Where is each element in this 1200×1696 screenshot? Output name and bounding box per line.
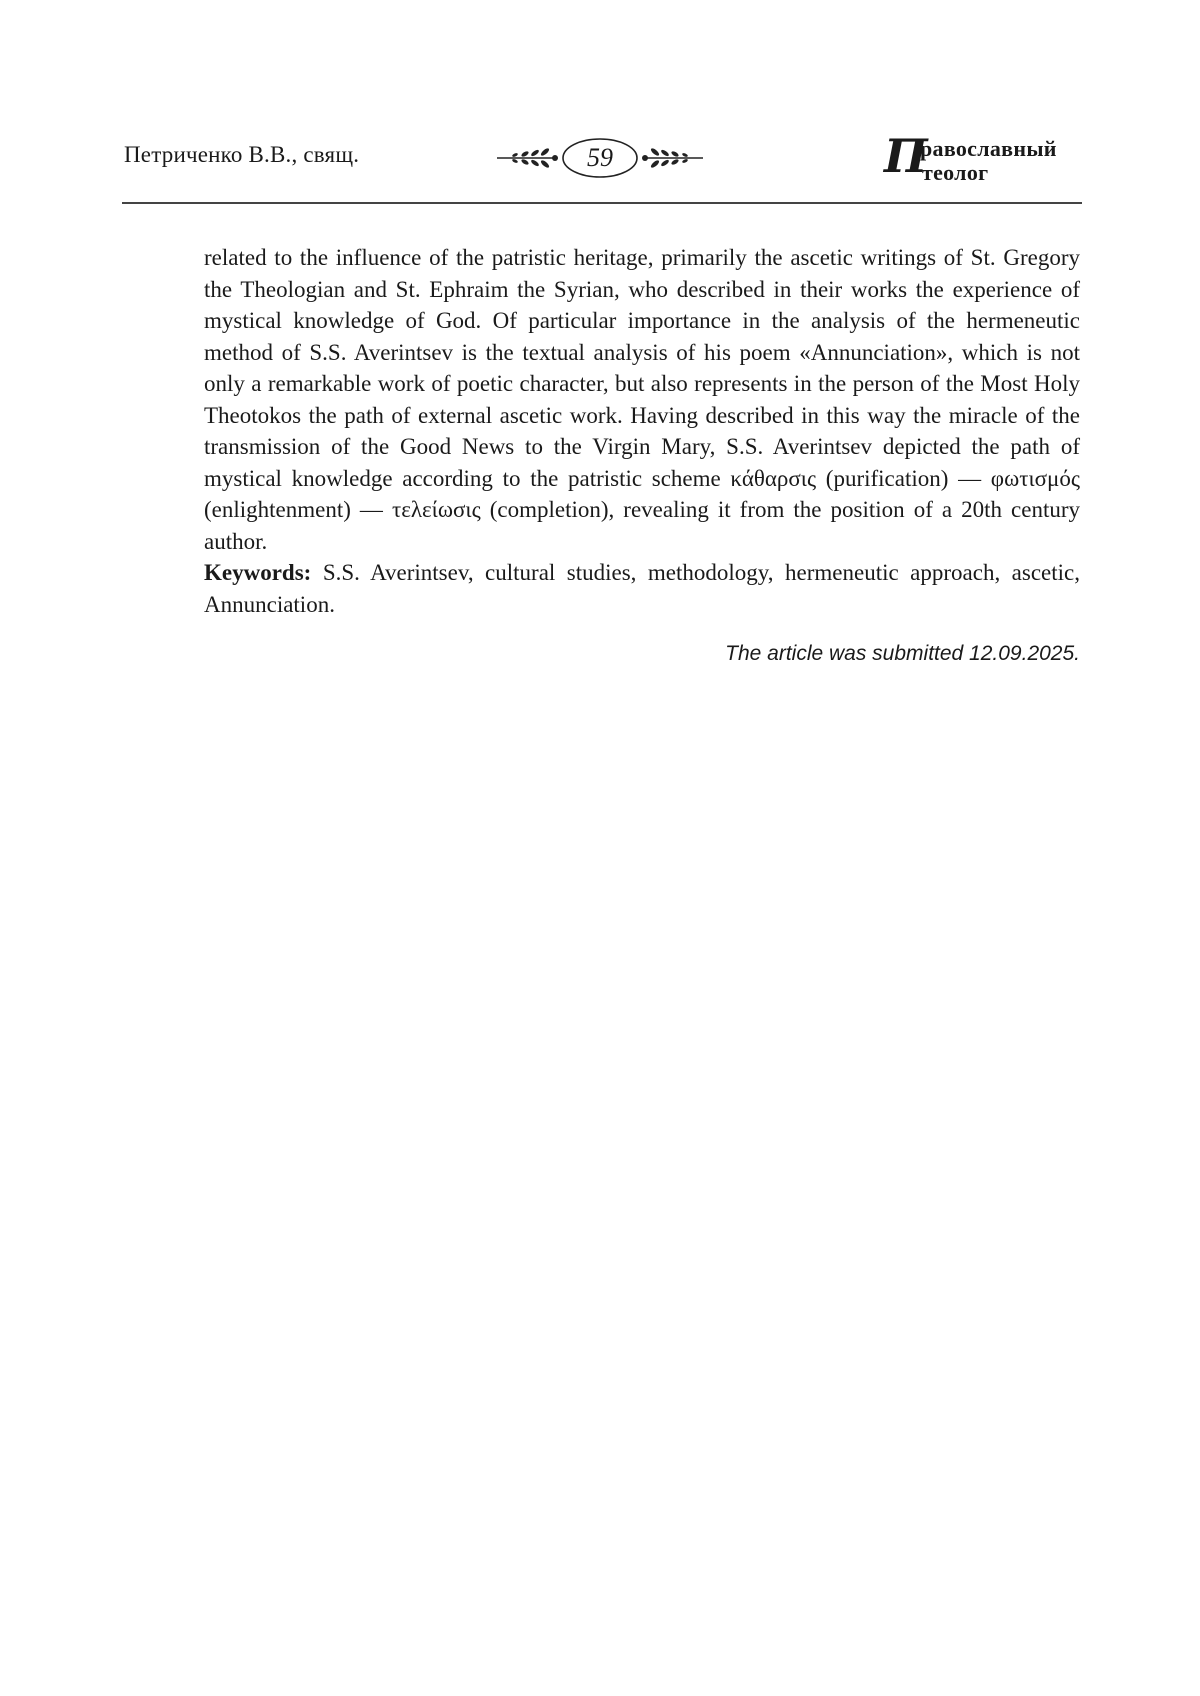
running-head-author: Петриченко В.В., свящ. xyxy=(124,142,360,167)
journal-logo-initial: П xyxy=(884,129,928,183)
keywords-paragraph xyxy=(204,557,1080,620)
abstract-paragraph: related to the influence of the patristic heritage, primarily the ascetic writings of St. Gregory the Theologian and St. Ephraim the Syrian, who described in their works the experience of mystical knowledge of God. Of particular importance in the analysis of the hermeneutic method of S.S. Averintsev is the textual analysis of his poem «Annunciation», which is not only a remarkable work of poetic character, but also represents in the person of the Most Holy Theotokos the path of external ascetic work. Having described in this way the miracle of the transmission of the Good News to the Virgin Mary, S.S. Averintsev depicted the path of mystical knowledge according to the patristic scheme κάθαρσις (purification) — φωτισμός (enlightenment) — τελείωσις (completion), revealing it from the position of a 20th century author. xyxy=(204,245,1080,554)
submission-date-note: The article was submitted 12.09.2025. xyxy=(725,642,1080,665)
journal-logo xyxy=(884,129,1080,186)
running-header xyxy=(122,130,1082,204)
journal-title-line-2: теолог xyxy=(922,160,989,185)
article-body xyxy=(204,242,1080,668)
page-number-ornament xyxy=(495,136,705,180)
keywords-list: S.S. Averintsev, cultural studies, methodology, hermeneutic approach, ascetic, Annunciation. xyxy=(204,560,1080,617)
page-number: 59 xyxy=(587,143,613,172)
journal-title-line-1: равославный xyxy=(920,136,1057,161)
keywords-label: Keywords: xyxy=(204,560,312,585)
